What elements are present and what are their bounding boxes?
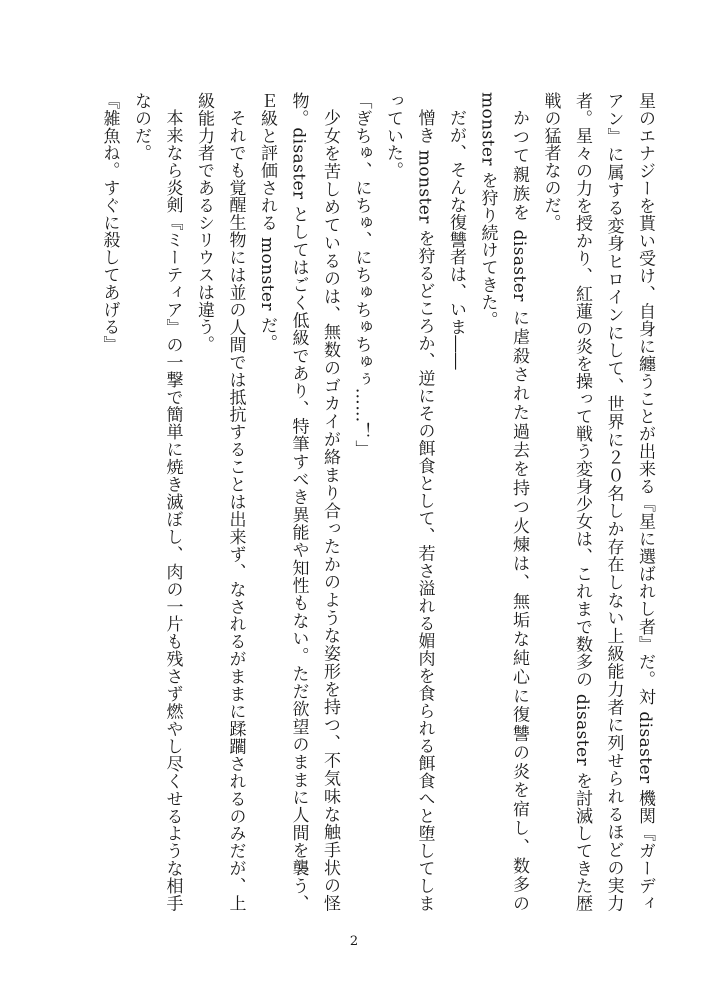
vertical-text-body — [60, 92, 660, 912]
page-number: 2 — [349, 934, 359, 949]
paragraph-5: 少女を苦しめているのは、無数のゴカイが絡まり合ったかのような姿形を持つ、不気味な触手状の怪物。disaster としてはごく低級であり、特筆すべき異能や知性もない。ただ欲望のままに人間を襲う、Ｅ級と評価される monster だ。 — [257, 92, 340, 912]
paragraph-4: 憎き monster を狩るどころか、逆にその餌食として、若さ溢れる媚肉を食られる餌食へと堕してしまっていた。 — [383, 92, 435, 912]
paragraph-7: 本来なら炎剣『ミーティア』の一撃で簡単に焼き滅ぼし、肉の一片も残さず燃やし尽くせるような相手なのだ。 — [131, 92, 183, 912]
paragraph-2: かつて親族を disaster に虐殺された過去を持つ火煉は、無垢な純心に復讐の炎を宿し、数多の monster を狩り続けてきた。 — [477, 92, 529, 912]
paragraph-3: だが、そんな復讐者は、いま―― — [446, 109, 466, 370]
paragraph-1: 星のエナジーを貰い受け、自身に纏うことが出来る『星に選ばれし者』だ。対 disaster 機関『ガーディアン』に属する変身ヒロインにして、世界に２０名しか存在しない上級能力者に列せられるほどの実力者。星々の力を授かり、紅蓮の炎を操って戦う変身少女は、これまで数多の disaster を討滅してきた歴戦の猛者なのだ。 — [540, 92, 655, 912]
dialogue-1: 「ぎちゅ、にちゅ、にちゅちゅちゅぅ……！」 — [351, 92, 372, 458]
paragraph-6: それでも覚醒生物には並の人間では抵抗することは出来ず、なされるがままに蹂躙されるのみだが、上級能力者であるシリウスは違う。 — [194, 92, 246, 912]
dialogue-2: 『雑魚ね。すぐに殺してあげる』 — [99, 92, 120, 353]
